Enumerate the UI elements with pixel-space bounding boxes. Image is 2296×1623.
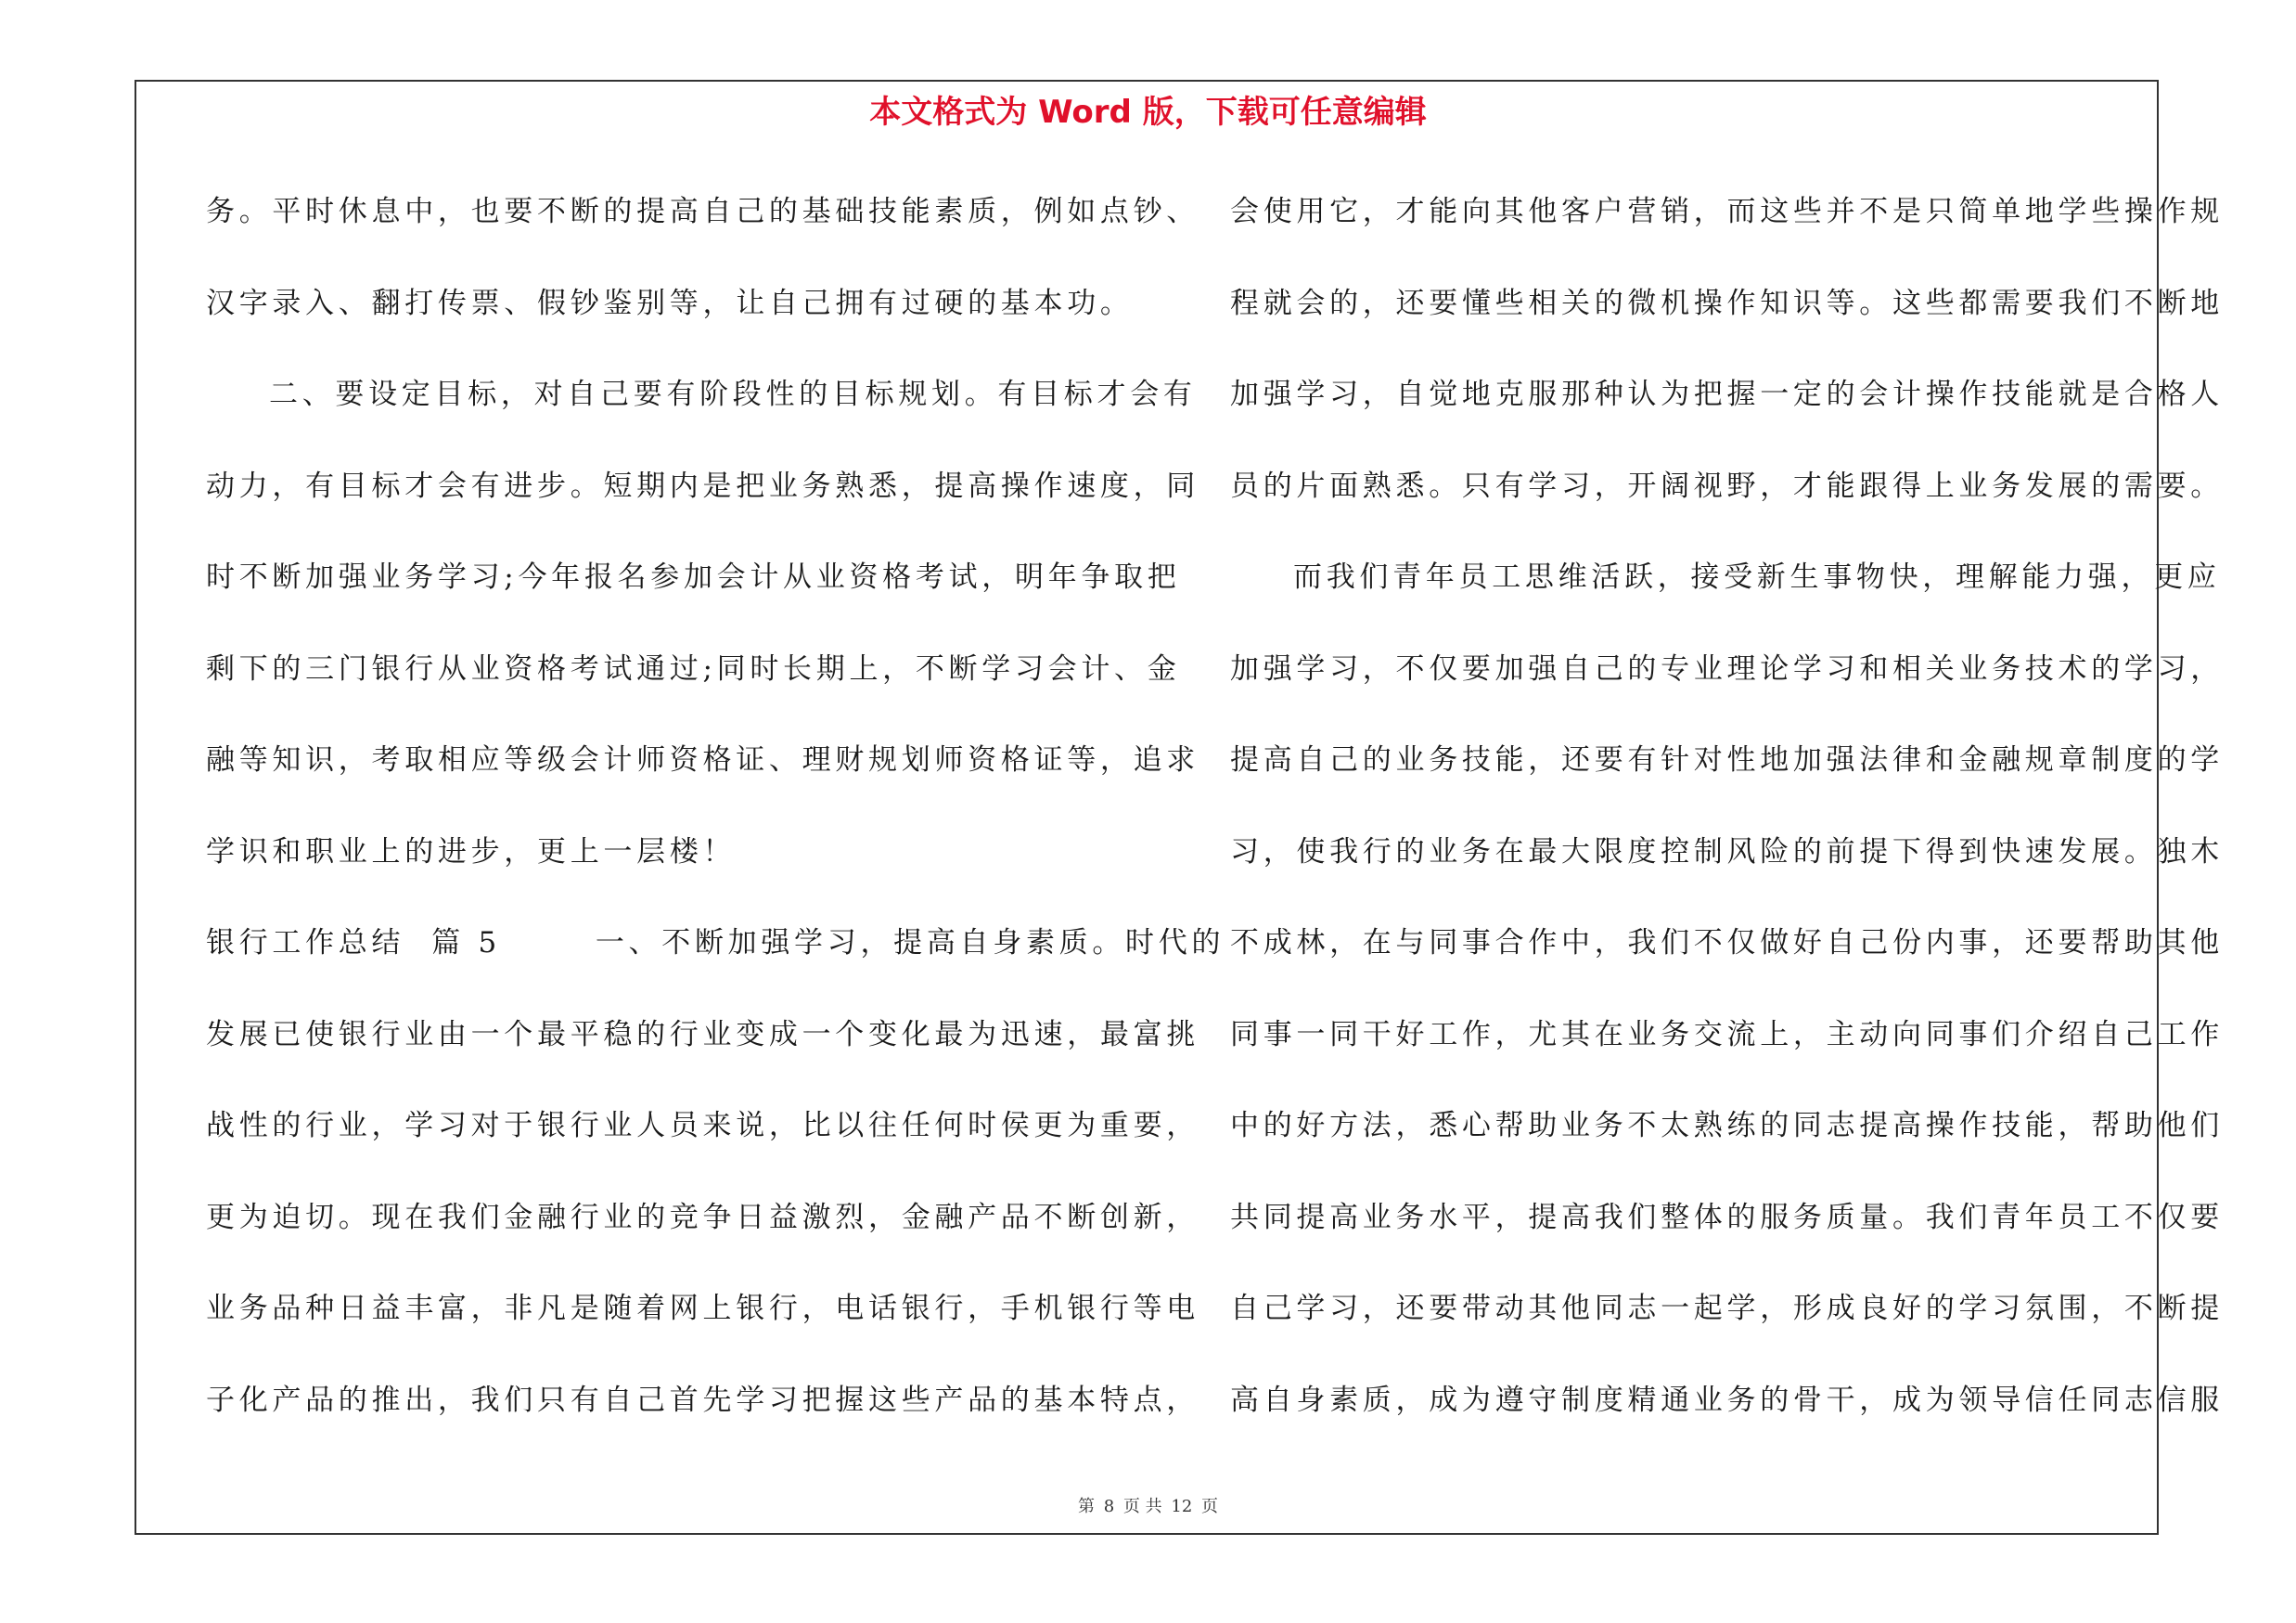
text-line: 发展已使银行业由一个最平稳的行业变成一个变化最为迅速，最富挑: [206, 1017, 1199, 1051]
text-line: 程就会的，还要懂些相关的微机操作知识等。这些都需要我们不断地: [1230, 286, 2224, 320]
banner-title: 本文格式为 Word 版，下载可任意编辑: [869, 94, 1427, 131]
text-line: 高自身素质，成为遵守制度精通业务的骨干，成为领导信任同志信服: [1230, 1383, 2224, 1417]
text-line: 加强学习，不仅要加强自己的专业理论学习和相关业务技术的学习，: [1230, 651, 2224, 686]
text-line: 子化产品的推出，我们只有自己首先学习把握这些产品的基本特点，: [206, 1383, 1199, 1417]
text-line: 会使用它，才能向其他客户营销，而这些并不是只简单地学些操作规: [1230, 195, 2224, 228]
text-line: 员的片面熟悉。只有学习，开阔视野，才能跟得上业务发展的需要。: [1230, 469, 2224, 503]
text-line: 而我们青年员工思维活跃，接受新生事物快，理解能力强，更应: [1293, 560, 2221, 594]
text-line: 更为迫切。现在我们金融行业的竞争日益激烈，金融产品不断创新，: [206, 1200, 1199, 1234]
text-line: 学识和职业上的进步，更上一层楼！: [206, 834, 737, 869]
text-line: 时不断加强业务学习;今年报名参加会计从业资格考试，明年争取把: [206, 560, 1181, 594]
footer-middle: 页 共: [1122, 1497, 1162, 1516]
text-line: 习，使我行的业务在最大限度控制风险的前提下得到快速发展。独木: [1230, 834, 2224, 869]
text-line: 加强学习，自觉地克服那种认为把握一定的会计操作技能就是合格人: [1230, 378, 2224, 411]
footer-suffix: 页: [1201, 1497, 1219, 1516]
text-line: 同事一同干好工作，尤其在业务交流上，主动向同事们介绍自己工作: [1230, 1017, 2224, 1051]
text-line: 自己学习，还要带动其他同志一起学，形成良好的学习氛围，不断提: [1230, 1292, 2224, 1325]
text-line: 剩下的三门银行从业资格考试通过;同时长期上，不断学习会计、金: [206, 651, 1181, 686]
text-line: 不成林，在与同事合作中，我们不仅做好自己份内事，还要帮助其他: [1230, 926, 2224, 960]
text-line: 汉字录入、翻打传票、假钞鉴别等，让自己拥有过硬的基本功。: [206, 286, 1134, 320]
text-line: 业务品种日益丰富，非凡是随着网上银行，电话银行，手机银行等电: [206, 1292, 1199, 1325]
text-line: 中的好方法，悉心帮助业务不太熟练的同志提高操作技能，帮助他们: [1230, 1109, 2224, 1142]
footer-page-number: 8: [1103, 1497, 1115, 1516]
right-column: [1230, 184, 2224, 1463]
section-heading-line: 银行工作总结 篇 5 一、不断加强学习，提高自身素质。时代的: [206, 926, 1225, 960]
text-line: 共同提高业务水平，提高我们整体的服务质量。我们青年员工不仅要: [1230, 1200, 2224, 1234]
text-line: 融等知识，考取相应等级会计师资格证、理财规划师资格证等，追求: [206, 743, 1199, 777]
text-line: 二、要设定目标，对自己要有阶段性的目标规划。有目标才会有: [269, 378, 1197, 411]
text-line: 务。平时休息中，也要不断的提高自己的基础技能素质，例如点钞、: [206, 195, 1199, 228]
text-line: 战性的行业，学习对于银行业人员来说，比以往任何时侯更为重要，: [206, 1109, 1199, 1142]
text-line: 动力，有目标才会有进步。短期内是把业务熟悉，提高操作速度，同: [206, 469, 1199, 503]
page-footer: [0, 1496, 2296, 1518]
text-line: 提高自己的业务技能，还要有针对性地加强法律和金融规章制度的学: [1230, 743, 2224, 777]
left-column: [206, 184, 1225, 1463]
footer-total-pages: 12: [1171, 1497, 1193, 1516]
footer-prefix: 第: [1077, 1497, 1095, 1516]
